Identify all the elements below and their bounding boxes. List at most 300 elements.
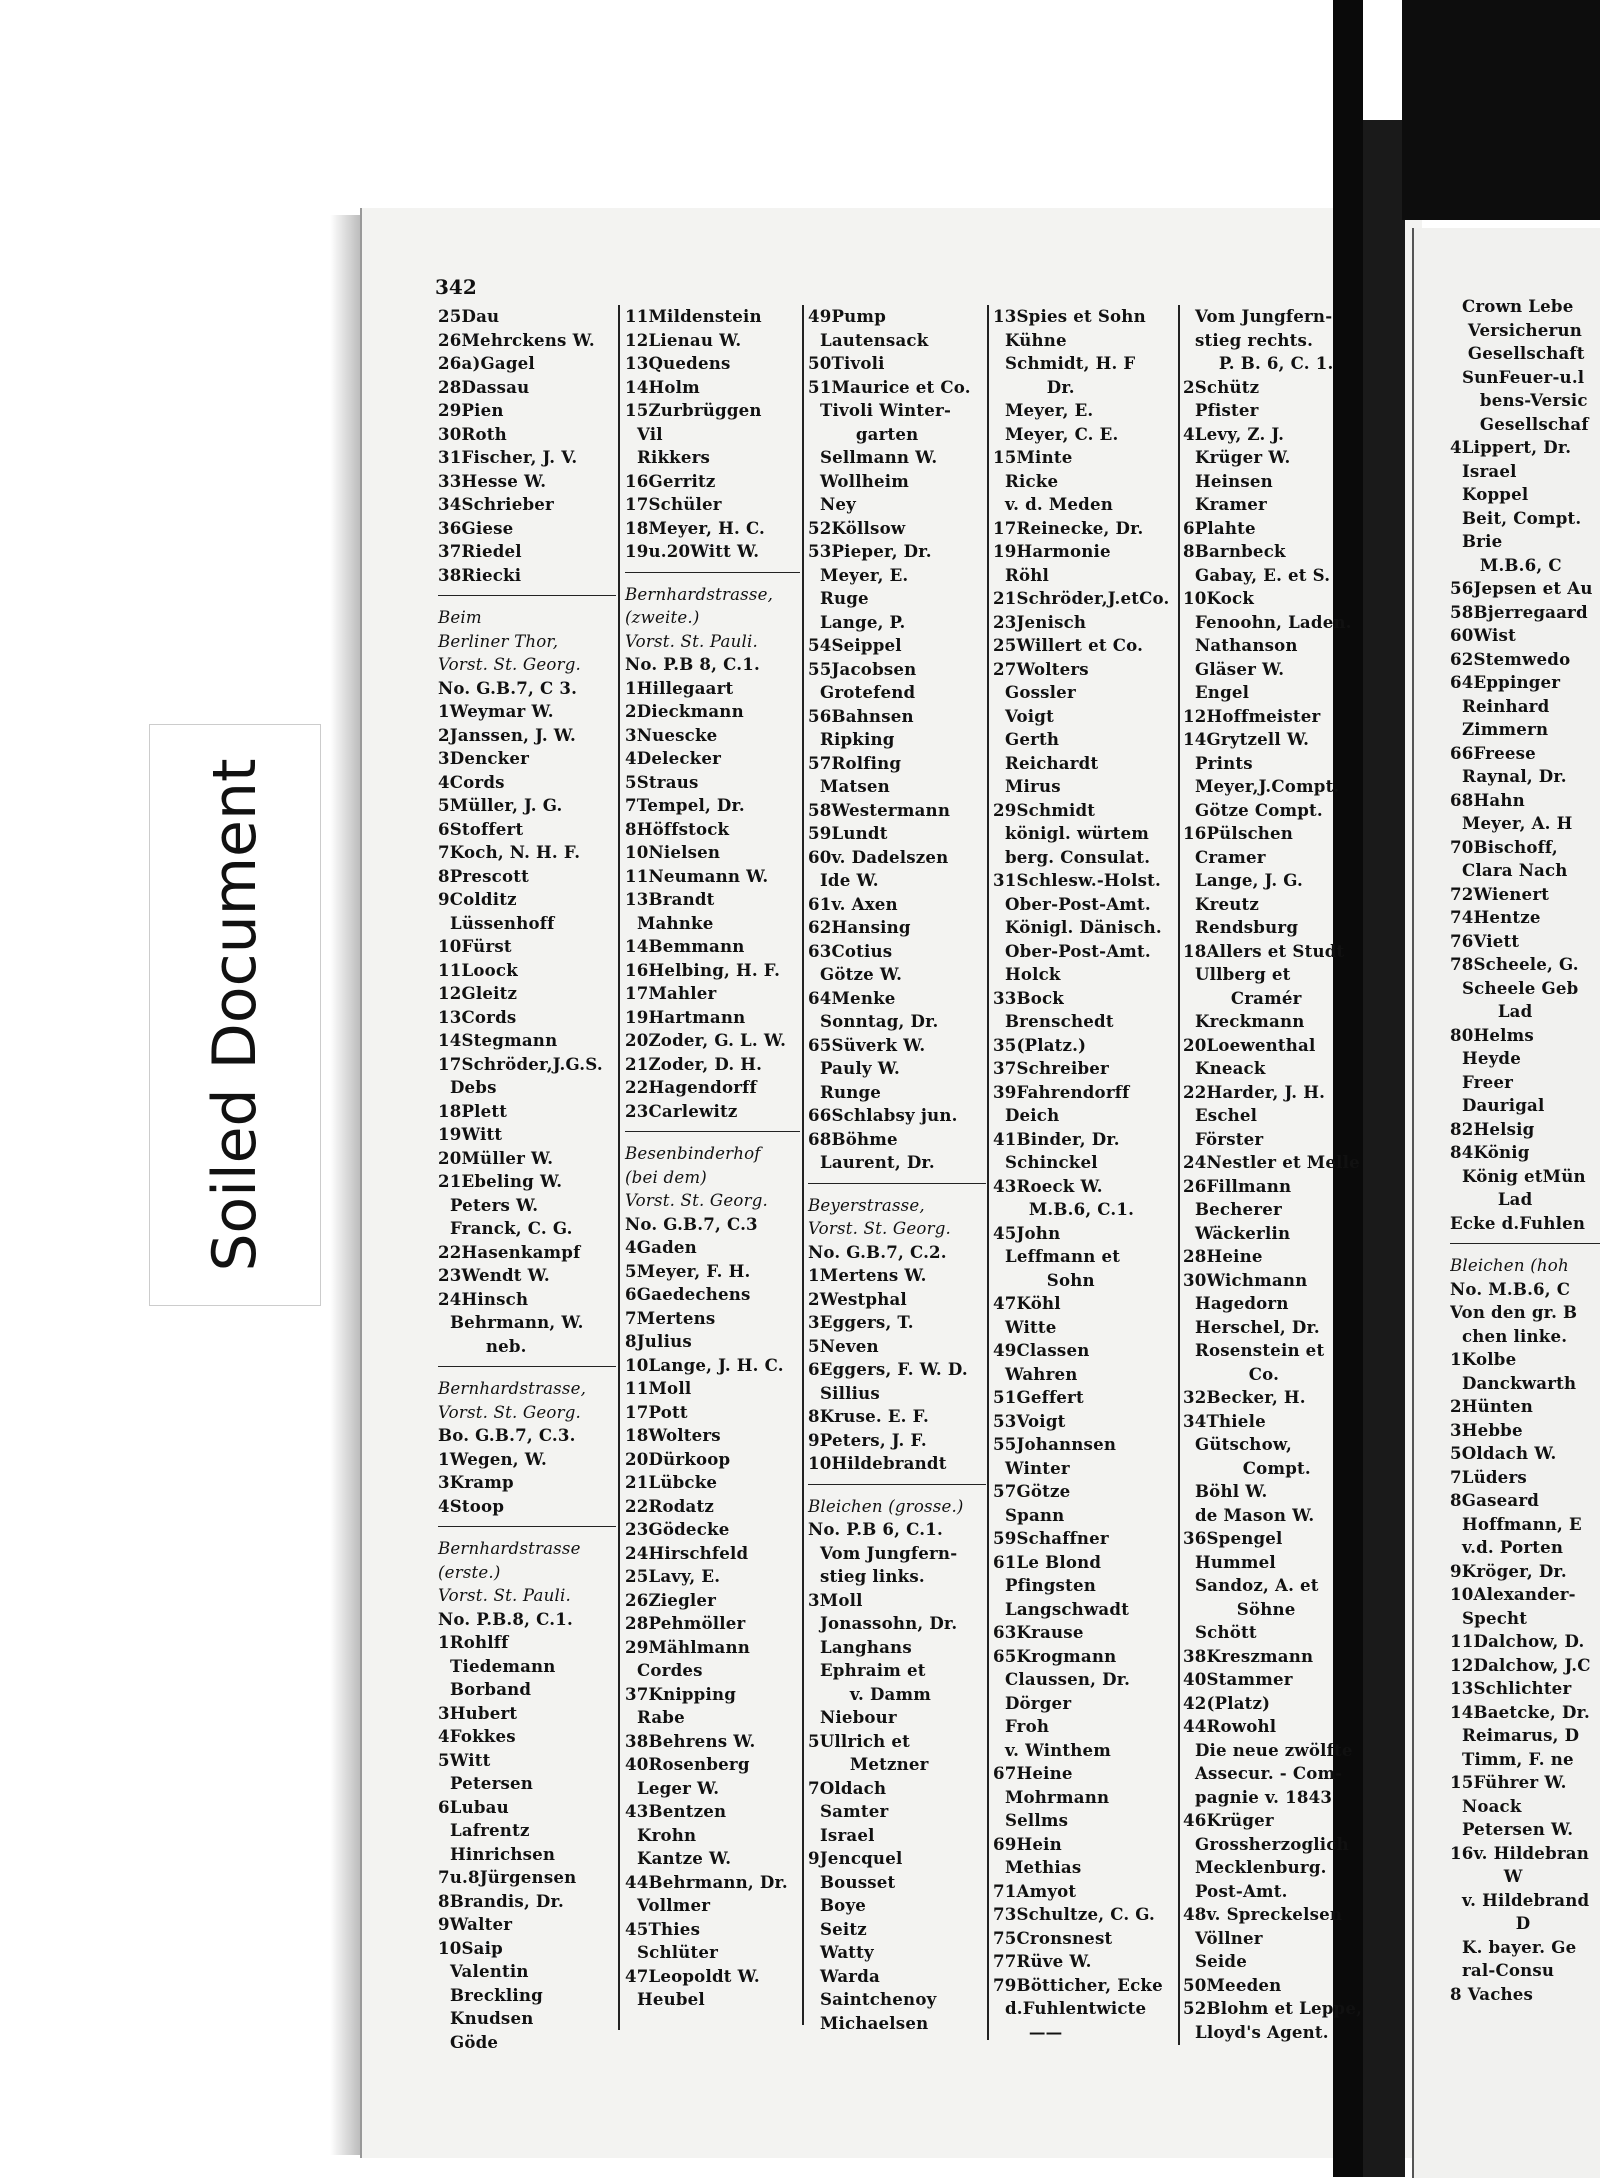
directory-entry: 64Eppinger <box>1450 672 1561 692</box>
directory-entry: 25Willert et Co. <box>993 635 1144 655</box>
directory-entry: Prints <box>1183 752 1253 773</box>
directory-entry: Dr. <box>993 376 1075 397</box>
directory-entry: Vorst. St. Georg. <box>438 655 581 674</box>
directory-entry: 16Gerritz <box>625 470 716 491</box>
directory-entry: 1Weymar W. <box>438 701 554 721</box>
directory-entry: Post-Amt. <box>1183 1880 1288 1901</box>
directory-entry: 5Witt <box>438 1749 491 1770</box>
directory-entry: Boye <box>808 1895 867 1915</box>
section-divider <box>438 595 616 606</box>
directory-entry: 6Gaedechens <box>625 1284 751 1304</box>
directory-entry: 82Helsig <box>1450 1118 1535 1139</box>
directory-entry: König etMün <box>1450 1165 1586 1186</box>
directory-entry: 12Hoffmeister <box>1183 705 1321 726</box>
directory-entry: Sonntag, Dr. <box>808 1011 939 1031</box>
directory-entry: 13Cords <box>438 1006 517 1027</box>
directory-entry: Methias <box>993 1857 1082 1877</box>
directory-entry: 73Schultze, C. G. <box>993 1904 1156 1924</box>
directory-entry: K. bayer. Ge <box>1450 1936 1577 1957</box>
directory-entry: 13Schlichter <box>1450 1678 1572 1698</box>
directory-entry: 59Schaffner <box>993 1528 1109 1548</box>
directory-entry: 5Meyer, F. H. <box>625 1260 751 1281</box>
directory-entry: 57Götze <box>993 1481 1071 1501</box>
directory-entry: Valentin <box>438 1961 529 1981</box>
directory-entry: Vorst. St. Georg. <box>438 1402 581 1422</box>
directory-entry: Bleichen (grosse.) <box>808 1496 964 1516</box>
directory-entry: 21Zoder, D. H. <box>625 1053 763 1074</box>
directory-entry: 11Loock <box>438 959 518 980</box>
directory-entry: 16Pülschen <box>1183 823 1294 843</box>
directory-entry: Vorst. St. Georg. <box>625 1191 768 1210</box>
directory-entry: Götze W. <box>808 964 903 984</box>
directory-entry: Wäckerlin <box>1183 1222 1291 1243</box>
directory-entry: Ney <box>808 494 856 514</box>
directory-entry: 10Nielsen <box>625 842 721 862</box>
directory-entry: Die neue zwölfte <box>1183 1739 1353 1760</box>
directory-entry: 34Thiele <box>1183 1410 1266 1431</box>
directory-entry: Söhne <box>1183 1598 1296 1619</box>
directory-entry: v. Hildebrand <box>1450 1889 1590 1910</box>
gutter-shadow <box>1363 120 1405 2177</box>
directory-entry: Mahnke <box>625 912 714 933</box>
column-rule <box>618 305 620 2030</box>
directory-entry: Zimmern <box>1450 719 1549 739</box>
directory-entry: Grossherzoglich <box>1183 1833 1349 1854</box>
directory-entry: 22Harder, J. H. <box>1183 1081 1326 1102</box>
directory-entry: Sandoz, A. et <box>1183 1575 1319 1595</box>
directory-entry: 26Ziegler <box>625 1589 717 1610</box>
label-text: Soiled Document <box>200 758 270 1272</box>
directory-entry: Dörger <box>993 1692 1072 1713</box>
directory-entry: 48v. Spreckelsen <box>1183 1904 1343 1924</box>
directory-entry: 23Jenisch <box>993 611 1087 632</box>
directory-entry: Mohrmann <box>993 1786 1110 1807</box>
directory-entry: 17Pott <box>625 1401 688 1422</box>
directory-entry: Peters W. <box>438 1194 539 1215</box>
directory-entry: No. P.B 6, C.1. <box>808 1519 943 1539</box>
directory-entry: 15Führer W. <box>1450 1772 1567 1792</box>
directory-entry: 17Schröder,J.G.S. <box>438 1053 603 1074</box>
directory-entry: chen linke. <box>1450 1325 1568 1346</box>
directory-entry: Bernhardstrasse, <box>438 1379 587 1398</box>
directory-entry: Raynal, Dr. <box>1450 766 1567 786</box>
directory-entry: 56Bahnsen <box>808 705 914 726</box>
directory-entry: 42(Platz) <box>1183 1692 1271 1713</box>
directory-entry: 1Hillegaart <box>625 677 734 698</box>
directory-entry: Runge <box>808 1081 882 1102</box>
directory-entry: 43Roeck W. <box>993 1175 1103 1196</box>
directory-entry: 2Dieckmann <box>625 701 744 721</box>
directory-entry: 4Fokkes <box>438 1726 516 1746</box>
directory-entry: 17Schüler <box>625 494 722 514</box>
directory-entry: Gerth <box>993 729 1060 749</box>
directory-entry: Scheele Geb <box>1450 977 1579 998</box>
directory-entry: 37Riedel <box>438 541 522 561</box>
directory-entry: 30Roth <box>438 423 507 444</box>
directory-entry: 47Leopoldt W. <box>625 1965 760 1986</box>
directory-entry: 63Cotius <box>808 940 893 961</box>
directory-entry: 40Stammer <box>1183 1669 1293 1689</box>
directory-entry: Pauly W. <box>808 1058 900 1078</box>
directory-entry: Samter <box>808 1801 889 1821</box>
directory-entry: Lautensack <box>808 329 929 350</box>
directory-entry: Rabe <box>625 1707 685 1727</box>
directory-entry: 54Seippel <box>808 635 902 655</box>
directory-entry: Tivoli Winter- <box>808 400 952 420</box>
directory-entry: Mecklenburg. <box>1183 1857 1327 1877</box>
column-rule <box>987 305 989 2040</box>
directory-entry: Becherer <box>1183 1199 1282 1219</box>
directory-entry: 8Höffstock <box>625 818 730 839</box>
directory-entry: 37Knipping <box>625 1683 737 1704</box>
directory-entry: Tiedemann <box>438 1655 556 1676</box>
directory-entry: Ober-Post-Amt. <box>993 893 1151 914</box>
directory-entry: Koppel <box>1450 484 1529 504</box>
directory-entry: 8Julius <box>625 1331 692 1351</box>
directory-entry: Freer <box>1450 1071 1514 1092</box>
directory-entry: Leffmann et <box>993 1246 1121 1266</box>
directory-entry: Rosenstein et <box>1183 1340 1325 1360</box>
directory-entry: 11Moll <box>625 1378 692 1398</box>
section-divider <box>438 1366 616 1377</box>
directory-entry: Voigt <box>993 705 1054 726</box>
directory-entry: Lange, P. <box>808 611 906 632</box>
directory-entry: 22Rodatz <box>625 1495 714 1516</box>
directory-entry: Froh <box>993 1716 1050 1736</box>
directory-entry: Cramer <box>1183 846 1266 867</box>
directory-entry: 7Oldach <box>808 1777 887 1798</box>
directory-entry: Bernhardstrasse, <box>625 584 774 604</box>
directory-entry: 52Blohm et Leppe, <box>1183 1998 1363 2018</box>
directory-entry: pagnie v. 1843 <box>1183 1786 1333 1807</box>
directory-entry: P. B. 6, C. 1. <box>1183 353 1334 373</box>
directory-entry: 1Mertens W. <box>808 1265 927 1285</box>
directory-entry: 39Fahrendorff <box>993 1081 1130 1102</box>
directory-entry: 1Kolbe <box>1450 1349 1517 1369</box>
directory-entry: 13Spies et Sohn <box>993 306 1146 326</box>
directory-entry: 79Bötticher, Ecke <box>993 1974 1163 1995</box>
directory-entry: Förster <box>1183 1128 1264 1149</box>
directory-entry: Nathanson <box>1183 635 1298 655</box>
directory-entry: Borband <box>438 1679 532 1699</box>
directory-entry: Beim <box>438 608 482 627</box>
directory-entry: Schinckel <box>993 1152 1098 1172</box>
directory-entry: 19Hartmann <box>625 1006 746 1027</box>
directory-entry: 27Wolters <box>993 658 1089 679</box>
directory-entry: 28Pehmöller <box>625 1613 746 1633</box>
directory-entry: 11Dalchow, D. <box>1450 1631 1585 1651</box>
directory-entry: 53Pieper, Dr. <box>808 541 932 561</box>
directory-entry: bens-Versic <box>1450 390 1588 410</box>
directory-entry: Sellmann W. <box>808 447 938 467</box>
directory-entry: Israel <box>1450 460 1517 481</box>
directory-entry: 49Classen <box>993 1340 1090 1360</box>
directory-entry: 5Müller, J. G. <box>438 795 563 815</box>
directory-entry: Böhl W. <box>1183 1481 1268 1501</box>
directory-entry: 3Nuescke <box>625 724 718 745</box>
directory-entry: d.Fuhlentwicte <box>993 1998 1147 2018</box>
directory-entry: Daurigal <box>1450 1095 1545 1115</box>
directory-entry: Wollheim <box>808 470 909 491</box>
directory-entry: 68Böhme <box>808 1128 898 1149</box>
directory-entry: 9Kröger, Dr. <box>1450 1560 1567 1581</box>
directory-entry: 63Krause <box>993 1622 1084 1642</box>
directory-entry: 3Eggers, T. <box>808 1312 914 1332</box>
directory-entry: 17Reinecke, Dr. <box>993 517 1144 538</box>
directory-entry: stieg rechts. <box>1183 329 1314 350</box>
directory-entry: 8 Vaches <box>1450 1983 1534 2004</box>
section-divider <box>625 572 800 583</box>
directory-entry: 36Spengel <box>1183 1528 1283 1548</box>
section-divider <box>438 1526 616 1537</box>
directory-entry: 3Hebbe <box>1450 1419 1523 1440</box>
directory-entry: Petersen W. <box>1450 1819 1574 1839</box>
directory-entry: 50Tivoli <box>808 353 885 373</box>
directory-entry: Gabay, E. et S. <box>1183 564 1331 585</box>
directory-entry: No. G.B.7, C.3 <box>625 1213 758 1234</box>
directory-entry: 13Quedens <box>625 353 731 373</box>
directory-entry: 71Amyot <box>993 1880 1077 1901</box>
directory-entry: 7Tempel, Dr. <box>625 795 745 815</box>
directory-entry: Gossler <box>993 682 1076 702</box>
directory-entry: 6Lubau <box>438 1796 509 1817</box>
directory-entry: Beit, Compt. <box>1450 507 1582 528</box>
directory-entry: 66Freese <box>1450 742 1536 763</box>
directory-column-3 <box>808 305 986 2035</box>
directory-entry: 16Helbing, H. F. <box>625 959 781 980</box>
directory-entry: 20Müller W. <box>438 1147 554 1168</box>
directory-entry: 18Wolters <box>625 1425 721 1445</box>
directory-entry: 38Kreszmann <box>1183 1645 1314 1666</box>
directory-entry: Co. <box>1183 1363 1280 1384</box>
directory-entry: Röhl <box>993 564 1049 585</box>
directory-entry: 15Minte <box>993 447 1073 467</box>
directory-entry: 26Fillmann <box>1183 1175 1292 1196</box>
directory-entry: Claussen, Dr. <box>993 1669 1131 1689</box>
directory-entry: Gütschow, <box>1183 1434 1292 1454</box>
directory-entry: Israel <box>808 1824 875 1845</box>
directory-entry: 8Gaseard <box>1450 1490 1540 1510</box>
directory-entry: Niebour <box>808 1707 897 1727</box>
directory-entry: Meyer, E. <box>808 564 909 585</box>
directory-entry: 65Krogmann <box>993 1645 1117 1666</box>
directory-entry: 8Kruse. E. F. <box>808 1406 929 1426</box>
directory-entry: 29Pien <box>438 400 504 420</box>
directory-entry: Jonassohn, Dr. <box>808 1613 958 1633</box>
directory-entry: 7Lüders <box>1450 1466 1527 1487</box>
directory-entry: Brie <box>1450 531 1503 551</box>
directory-entry: 14Holm <box>625 376 700 397</box>
directory-entry: SunFeuer-u.l <box>1450 366 1585 387</box>
directory-entry: 51Maurice et Co. <box>808 376 971 397</box>
directory-entry: Gläser W. <box>1183 658 1285 679</box>
directory-entry: Meyer,J.Compt. <box>1183 776 1340 796</box>
directory-entry: 41Binder, Dr. <box>993 1128 1120 1149</box>
directory-entry: Von den gr. B <box>1450 1302 1578 1322</box>
directory-entry: 20Zoder, G. L. W. <box>625 1030 787 1050</box>
directory-entry: 26a)Gagel <box>438 353 535 373</box>
directory-entry: 70Bischoff, <box>1450 836 1558 857</box>
directory-entry: 55Johannsen <box>993 1434 1117 1454</box>
directory-entry: Meyer, E. <box>993 400 1094 420</box>
directory-entry: 18Plett <box>438 1100 508 1121</box>
directory-entry: 10Kock <box>1183 588 1255 608</box>
directory-entry: 38Riecki <box>438 564 522 585</box>
directory-entry: 62Stemwedo <box>1450 648 1571 669</box>
directory-entry: 28Heine <box>1183 1246 1263 1266</box>
directory-entry: Engel <box>1183 682 1250 702</box>
column-rule <box>1178 305 1180 2045</box>
directory-entry: 47Köhl <box>993 1293 1061 1313</box>
directory-entry: 58Westermann <box>808 799 951 820</box>
directory-entry: Fenoohn, Laden. <box>1183 611 1352 632</box>
directory-entry: 18Meyer, H. C. <box>625 517 766 538</box>
directory-entry: 29Mählmann <box>625 1636 751 1657</box>
directory-entry: 56Jepsen et Au <box>1450 578 1593 598</box>
directory-entry: No. G.B.7, C 3. <box>438 677 578 698</box>
directory-entry: Schlüter <box>625 1942 719 1962</box>
directory-entry: 37Schreiber <box>993 1058 1109 1078</box>
directory-entry: 4Delecker <box>625 748 722 768</box>
directory-entry: 21Ebeling W. <box>438 1171 563 1191</box>
directory-entry: 23Wendt W. <box>438 1265 550 1285</box>
directory-entry: v. Damm <box>808 1683 932 1704</box>
directory-entry: 12Dalchow, J.C <box>1450 1654 1591 1675</box>
directory-entry: 28Dassau <box>438 376 530 397</box>
directory-entry: 24Nestler et Melle <box>1183 1152 1360 1172</box>
directory-entry: 1Rohlff <box>438 1632 509 1652</box>
directory-entry: 45Thies <box>625 1918 701 1939</box>
directory-entry: Lad <box>1450 1189 1533 1209</box>
directory-entry: 84König <box>1450 1142 1530 1162</box>
directory-entry: (erste.) <box>438 1562 501 1582</box>
directory-entry: 24Hirschfeld <box>625 1542 749 1563</box>
directory-column-1 <box>438 305 616 2054</box>
directory-entry: 4Levy, Z. J. <box>1183 423 1285 444</box>
directory-entry: 60v. Dadelszen <box>808 846 949 867</box>
directory-column-4 <box>993 305 1176 2044</box>
directory-entry: Metzner <box>808 1754 929 1774</box>
directory-entry: berg. Consulat. <box>993 846 1151 867</box>
directory-entry: (zweite.) <box>625 608 700 627</box>
directory-entry: Ripking <box>808 729 895 749</box>
directory-entry: Meyer, A. H <box>1450 813 1573 833</box>
directory-entry: Göde <box>438 2031 499 2052</box>
directory-entry: Ecke d.Fuhlen <box>1450 1212 1586 1233</box>
directory-entry: 1Wegen, W. <box>438 1448 547 1469</box>
directory-entry: Krüger W. <box>1183 447 1291 467</box>
directory-entry: Deich <box>993 1105 1060 1125</box>
directory-entry: 76Viett <box>1450 930 1520 951</box>
directory-entry: Sellms <box>993 1810 1069 1830</box>
directory-entry: Crown Lebe <box>1450 296 1574 316</box>
directory-entry: Herschel, Dr. <box>1183 1316 1320 1337</box>
directory-entry: Matsen <box>808 776 890 796</box>
directory-entry: Götze Compt. <box>1183 799 1323 820</box>
directory-entry: Debs <box>438 1077 497 1097</box>
directory-entry: 10Fürst <box>438 936 512 956</box>
directory-entry: 35(Platz.) <box>993 1034 1087 1055</box>
directory-entry: Hagedorn <box>1183 1293 1289 1313</box>
directory-entry: 77Rüve W. <box>993 1951 1092 1971</box>
directory-entry: Hinrichsen <box>438 1843 556 1864</box>
directory-entry: 64Menke <box>808 987 896 1008</box>
directory-entry: Sillius <box>808 1382 880 1403</box>
directory-entry: M.B.6, C <box>1450 554 1562 575</box>
directory-entry: 19Witt <box>438 1124 503 1144</box>
directory-entry: 69Hein <box>993 1833 1062 1854</box>
directory-entry: Knudsen <box>438 2008 534 2028</box>
directory-entry: Holck <box>993 964 1061 984</box>
directory-entry: 31Schlesw.-Holst. <box>993 870 1161 890</box>
directory-entry: 4Lippert, Dr. <box>1450 437 1572 457</box>
directory-entry: 61v. Axen <box>808 893 898 914</box>
directory-entry: Brenschedt <box>993 1011 1114 1031</box>
directory-entry: Ullberg et <box>1183 964 1291 984</box>
directory-entry: Krohn <box>625 1824 697 1845</box>
directory-entry: 38Behrens W. <box>625 1730 756 1751</box>
directory-entry: 16v. Hildebran <box>1450 1842 1590 1863</box>
directory-entry: Besenbinderhof <box>625 1144 761 1163</box>
directory-entry: Schmidt, H. F <box>993 353 1136 373</box>
directory-entry: 20Loewenthal <box>1183 1034 1316 1055</box>
directory-entry: 3Kramp <box>438 1472 514 1492</box>
directory-entry: 10Saip <box>438 1937 503 1958</box>
directory-entry: 10Alexander- <box>1450 1584 1576 1604</box>
directory-entry: Lange, J. G. <box>1183 870 1304 890</box>
directory-entry: 22Hagendorff <box>625 1077 757 1097</box>
directory-entry: 51Geffert <box>993 1387 1084 1407</box>
directory-entry: königl. würtem <box>993 823 1150 843</box>
directory-entry: Breckling <box>438 1984 543 2005</box>
directory-entry: Grotefend <box>808 682 916 702</box>
directory-entry: de Mason W. <box>1183 1504 1315 1525</box>
directory-entry: 14Stegmann <box>438 1030 558 1050</box>
directory-entry: 34Schrieber <box>438 494 554 514</box>
directory-entry: 9Walter <box>438 1914 513 1934</box>
directory-entry: Vil <box>625 423 663 444</box>
directory-entry: 33Bock <box>993 987 1064 1008</box>
directory-entry: 6Plahte <box>1183 517 1256 538</box>
directory-entry: Ephraim et <box>808 1660 926 1680</box>
directory-entry: Vorst. St. Pauli. <box>625 631 758 651</box>
directory-entry: 67Heine <box>993 1763 1073 1783</box>
section-divider <box>625 1131 800 1142</box>
directory-entry: Kantze W. <box>625 1848 732 1868</box>
directory-entry: Kramer <box>1183 494 1267 514</box>
directory-entry: 2Westphal <box>808 1288 907 1309</box>
directory-entry: 8Prescott <box>438 865 529 886</box>
directory-entry: (bei dem) <box>625 1167 707 1187</box>
directory-entry: Gesellschaf <box>1450 413 1589 434</box>
directory-entry: Saintchenoy <box>808 1989 937 2009</box>
directory-entry: Winter <box>993 1457 1070 1478</box>
directory-entry: Kneack <box>1183 1058 1266 1078</box>
directory-entry: Rendsburg <box>1183 917 1299 937</box>
top-frame-edge <box>1402 0 1600 220</box>
directory-entry: Hoffmann, E <box>1450 1513 1582 1534</box>
directory-entry: W <box>1450 1866 1523 1886</box>
directory-entry: Behrmann, W. <box>438 1312 584 1332</box>
directory-entry: 30Wichmann <box>1183 1269 1308 1290</box>
directory-column-2 <box>625 305 800 2012</box>
directory-entry: Mirus <box>993 776 1061 796</box>
directory-entry: Ober-Post-Amt. <box>993 940 1151 961</box>
directory-entry: Bleichen (hoh <box>1450 1256 1569 1275</box>
directory-entry: 26Mehrckens W. <box>438 329 595 350</box>
directory-entry: Watty <box>808 1942 874 1962</box>
directory-entry: 9Jencquel <box>808 1848 903 1868</box>
